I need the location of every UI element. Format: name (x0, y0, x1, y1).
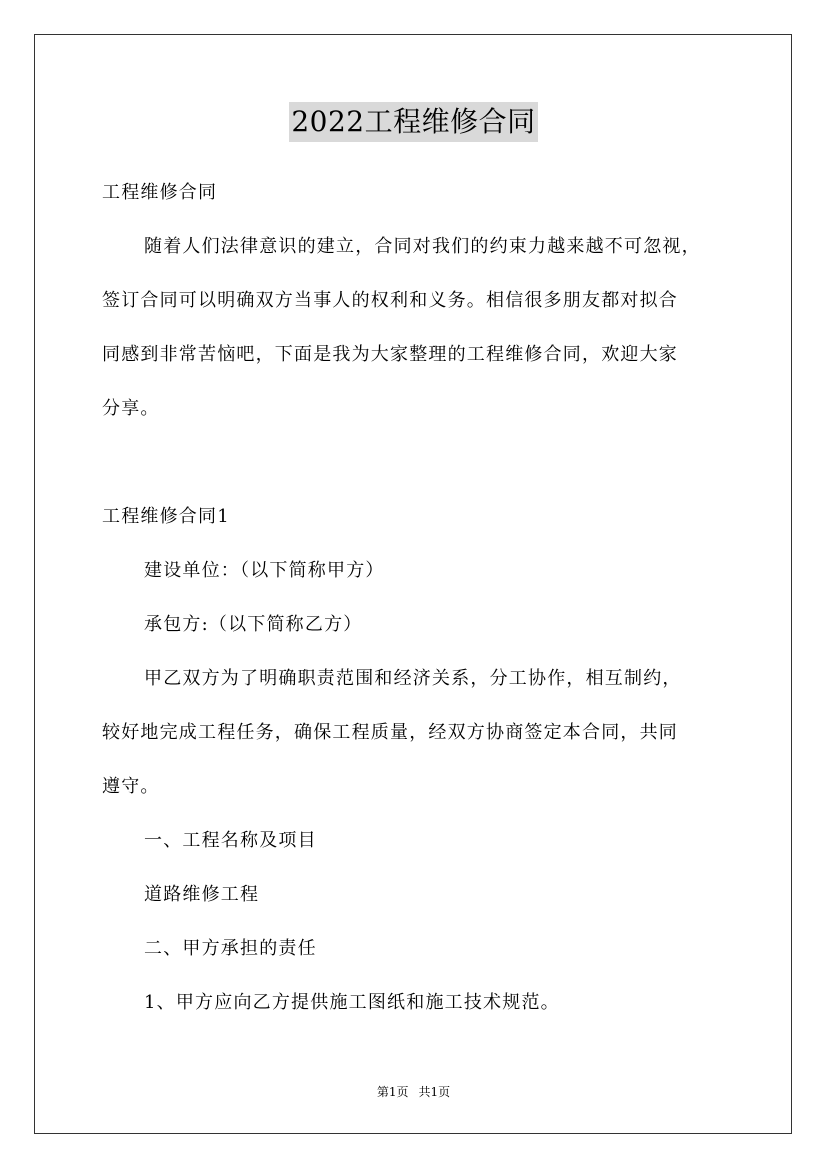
clause-heading: 一、工程名称及项目 (144, 830, 317, 851)
contract-party-line: 建设单位：（以下简称甲方） (144, 560, 385, 581)
document-title: 2022工程维修合同 (289, 102, 537, 142)
section-heading: 工程维修合同1 (102, 506, 230, 527)
page-footer (0, 1084, 827, 1100)
paragraph-line: 道路维修工程 (144, 884, 260, 905)
paragraph-line: 较好地完成工程任务，确保工程质量，经双方协商签定本合同，共同 (102, 722, 678, 743)
section-heading: 工程维修合同 (102, 182, 218, 203)
clause-heading: 二、甲方承担的责任 (144, 938, 317, 959)
contract-party-line: 承包方:（以下简称乙方） (144, 614, 363, 635)
paragraph-line: 1、甲方应向乙方提供施工图纸和施工技术规范。 (144, 992, 560, 1013)
paragraph-line: 分享。 (102, 398, 160, 419)
paragraph-line: 签订合同可以明确双方当事人的权利和义务。相信很多朋友都对拟合 (102, 290, 678, 311)
paragraph-line: 甲乙双方为了明确职责范围和经济关系，分工协作，相互制约， (144, 668, 682, 689)
title-container (0, 102, 827, 142)
paragraph-line: 遵守。 (102, 776, 160, 797)
page-number: 第1页 (376, 1085, 409, 1099)
paragraph-line: 随着人们法律意识的建立，合同对我们的约束力越来越不可忽视， (144, 236, 701, 257)
total-pages: 共1页 (418, 1085, 451, 1099)
paragraph-line: 同感到非常苦恼吧，下面是我为大家整理的工程维修合同，欢迎大家 (102, 344, 678, 365)
